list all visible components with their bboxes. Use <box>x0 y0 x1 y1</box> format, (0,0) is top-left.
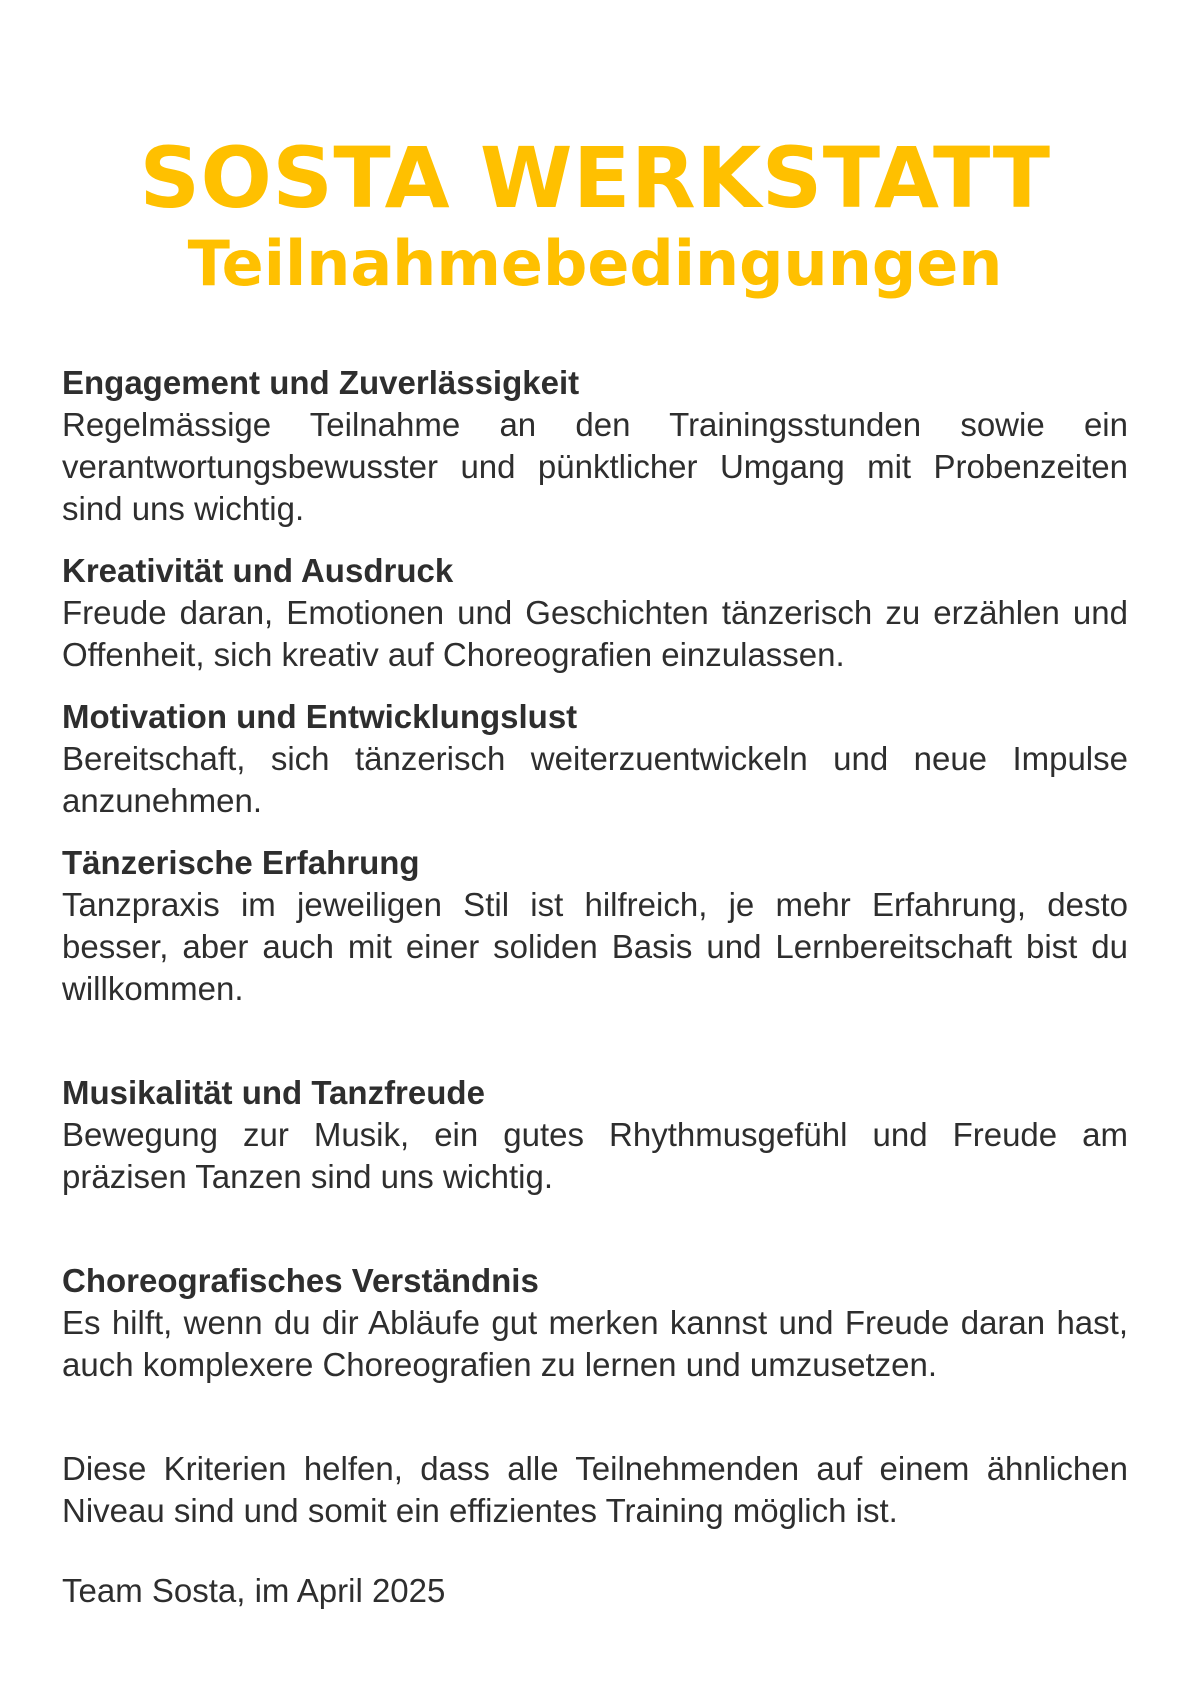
section-heading: Tänzerische Erfahrung <box>62 844 420 881</box>
section-engagement <box>62 362 1128 530</box>
section-musikalitaet <box>62 1072 1128 1198</box>
section-heading: Musikalität und Tanzfreude <box>62 1074 485 1111</box>
section-text: Es hilft, wenn du dir Abläufe gut merken kannst und Freude daran hast, auch komplexere Choreografien zu lernen und umzusetzen. <box>62 1304 1128 1383</box>
closing-paragraph: Diese Kriterien helfen, dass alle Teilnehmenden auf einem ähnlichen Niveau sind und somit ein effizientes Training möglich ist. <box>62 1450 1128 1529</box>
document-title: SOSTA WERKSTATT <box>139 129 1051 227</box>
section-text: Bereitschaft, sich tänzerisch weiterzuentwickeln und neue Impulse anzunehmen. <box>62 740 1128 819</box>
section-heading: Engagement und Zuverlässigkeit <box>62 364 580 401</box>
section-motivation <box>62 696 1128 822</box>
section-heading: Choreografisches Verständnis <box>62 1262 539 1299</box>
section-text: Freude daran, Emotionen und Geschichten tänzerisch zu erzählen und Offenheit, sich kreativ auf Choreografien einzulassen. <box>62 594 1128 673</box>
section-heading: Motivation und Entwicklungslust <box>62 698 578 735</box>
section-heading: Kreativität und Ausdruck <box>62 552 454 589</box>
section-text: Regelmässige Teilnahme an den Trainingsstunden sowie ein verantwortungsbewusster und pünktlicher Umgang mit Probenzeiten sind uns wichtig. <box>62 406 1128 527</box>
section-kreativitaet <box>62 550 1128 676</box>
document-subtitle: Teilnahmebedingungen <box>187 227 1003 300</box>
section-choreografie <box>62 1260 1128 1386</box>
section-text: Bewegung zur Musik, ein gutes Rhythmusgefühl und Freude am präzisen Tanzen sind uns wichtig. <box>62 1116 1128 1195</box>
section-text: Tanzpraxis im jeweiligen Stil ist hilfreich, je mehr Erfahrung, desto besser, aber auch mit einer soliden Basis und Lernbereitschaft bist du willkommen. <box>62 886 1128 1007</box>
conditions-list <box>62 362 1128 1612</box>
section-erfahrung <box>62 842 1128 1010</box>
signature-line: Team Sosta, im April 2025 <box>62 1572 446 1609</box>
